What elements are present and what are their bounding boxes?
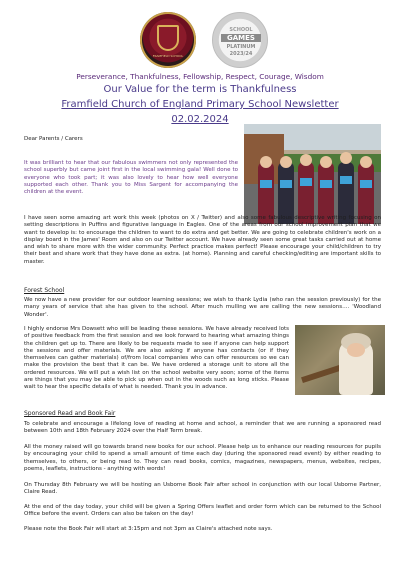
spring-offers-paragraph: At the end of the day today, your child will be given a Spring Offers leaflet and order form which can be returned to the School Office before the event. Orders can also be taken on the day! bbox=[24, 504, 381, 518]
crest-shield-icon bbox=[157, 25, 179, 51]
crest-text: FRAMFIELD SCHOOL bbox=[152, 54, 184, 58]
swimmers-photo bbox=[244, 124, 381, 224]
sponsored-read-paragraph-2: All the money raised will go towards brand new books for our school. Please help us to enhance our reading resources for pupils by encouraging your child to spend a small amount of time each day (during the sponsored read event) by either reading to themselves, to others, or being read to. They can read books, comics, magazines, newspapers, menus, websites, recipes, poems, leaflets, instructions - anything with words! bbox=[24, 444, 381, 472]
newsletter-title: Framfield Church of England Primary School Newsletter bbox=[61, 99, 339, 110]
school-values-line: Perseverance, Thankfulness, Fellowship, Respect, Courage, Wisdom bbox=[76, 72, 324, 81]
art-work-paragraph: I have seen some amazing art work this week (photos on X / Twitter) and also some fabulous descriptive writing focusing on setting descriptions in Puffins and figurative language in Eagles. One of the areas from our school improvement plan that we want to develop is: to encourage the children to want to do extra and get better. We are going to celebrate children's work on a display board in the James' Room and also on our Twitter account. We have already seen some great tasks carried out at home and wish to share more with the wider community. Perfect practice makes perfect! Please encourage your child/children to try their best and share work that they have done as extra. (at home). Planning and careful checking/editing are important skills to master. bbox=[24, 215, 381, 265]
forest-school-paragraph-1: We now have a new provider for our outdoor learning sessions; we wish to thank Lydia (who ran the session previously) for the many years of service that she has given to the school. After much mulling we are calling the new sessions…. 'Woodland Wonder'. bbox=[24, 297, 381, 318]
games-badge-line1: SCHOOL bbox=[229, 27, 253, 33]
sponsored-read-paragraph-1: To celebrate and encourage a lifelong love of reading at home and school, a reminder that we are running a sponsored read between 10th and 18th February 2024 over the Half Term break. bbox=[24, 421, 381, 435]
woodland-child-photo bbox=[295, 325, 385, 395]
school-crest-logo bbox=[140, 12, 196, 68]
book-fair-paragraph: On Thursday 8th February we will be hosting an Usborne Book Fair after school in conjunction with our local Usborne Partner, Claire Read. bbox=[24, 482, 381, 496]
swimming-paragraph: It was brilliant to hear that our fabulous swimmers not only represented the school superbly but came joint first in the local swimming gala! Well done to everyone who took part; it was also lovely to hear how well everyone supported each other. Thank you to Miss Sargent for accompanying the children at the event. bbox=[24, 160, 238, 196]
greeting: Dear Parents / Carers bbox=[24, 136, 83, 142]
games-badge-line3: PLATINUM bbox=[226, 44, 256, 50]
sponsored-read-heading: Sponsored Read and Book Fair bbox=[24, 410, 116, 417]
book-fair-time-note: Please note the Book Fair will start at 3:15pm and not 3pm as Claire's attached note says. bbox=[24, 526, 273, 532]
forest-school-heading: Forest School bbox=[24, 287, 65, 294]
term-value-title: Our Value for the term is Thankfulness bbox=[103, 84, 297, 95]
logo-row bbox=[0, 12, 400, 70]
games-badge-line4: 2023/24 bbox=[229, 51, 253, 57]
forest-school-paragraph-2: I highly endorse Mrs Dowsett who will be leading these sessions. We have already received lots of positive feedback from the first session and we look forward to hearing what amazing things the children get up to. There are likely to be requests made to see if anyone can help support the sessions and offer materials. We are also asking if anyone has contacts (or if they themselves can gather materials) of/from local companies who can offer resources so we can make the provision the best that it can be. We have ordered a storage unit to store all the ordered resources. We will put a wish list on the school website very soon; some of the items are things that you may be able to pick up when out in the woods such as long sticks. Please wait to hear the specific details of what is needed. Thank you in advance. bbox=[24, 326, 289, 391]
newsletter-date: 02.02.2024 bbox=[171, 114, 229, 125]
school-games-platinum-badge bbox=[212, 12, 268, 68]
games-badge-line2: GAMES bbox=[221, 34, 261, 42]
